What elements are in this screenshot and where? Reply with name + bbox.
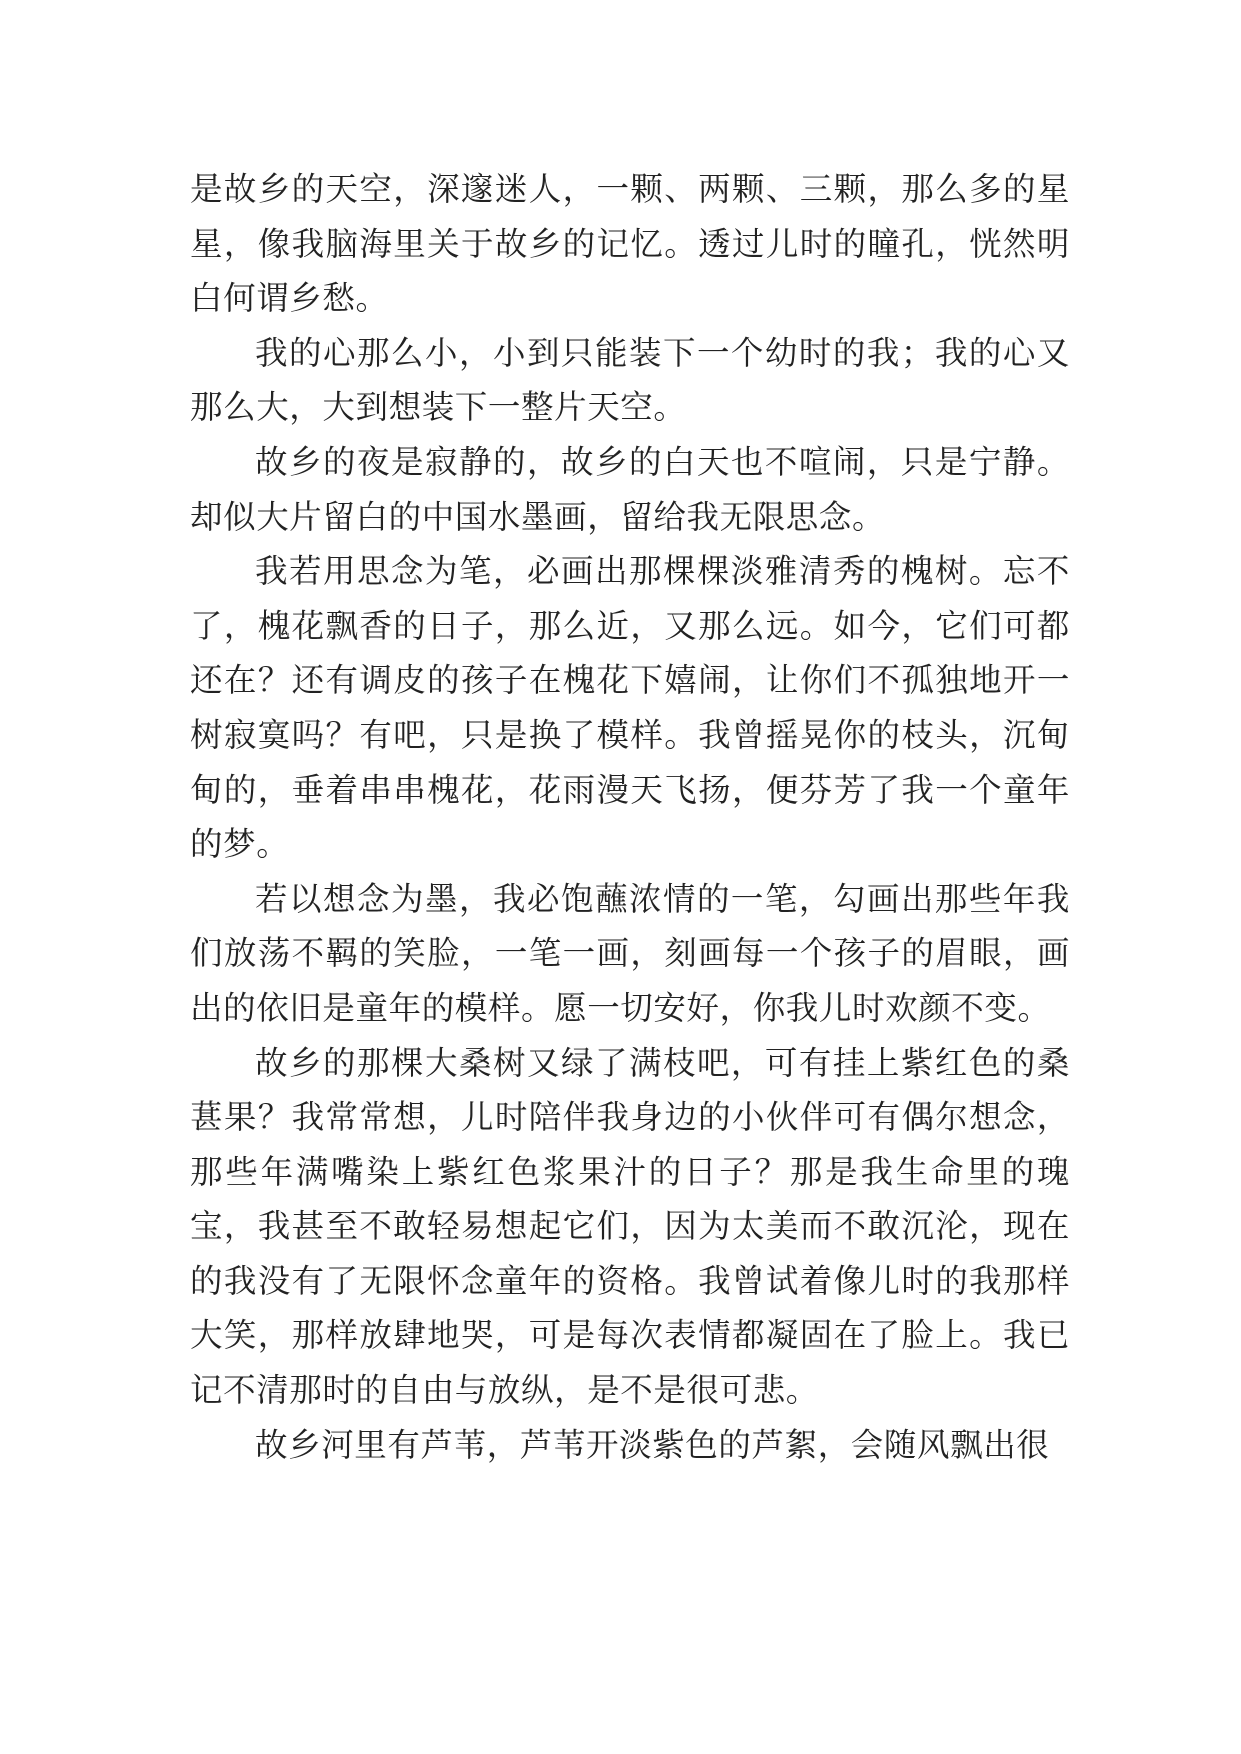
paragraph-2: 我的心那么小，小到只能装下一个幼时的我；我的心又那么大，大到想装下一整片天空。	[190, 333, 1070, 427]
paragraph-1: 是故乡的天空，深邃迷人，一颗、两颗、三颗，那么多的星星，像我脑海里关于故乡的记忆。透过儿时的瞳孔，恍然明白何谓乡愁。	[190, 170, 1070, 318]
document-body	[190, 162, 1070, 1472]
paragraph-4: 我若用思念为笔，必画出那棵棵淡雅清秀的槐树。忘不了，槐花飘香的日子，那么近，又那么远。如今，它们可都还在？还有调皮的孩子在槐花下嬉闹，让你们不孤独地开一树寂寞吗？有吧，只是换了模样。我曾摇晃你的枝头，沉甸甸的，垂着串串槐花，花雨漫天飞扬，便芬芳了我一个童年的梦。	[190, 552, 1070, 864]
paragraph-5: 若以想念为墨，我必饱蘸浓情的一笔，勾画出那些年我们放荡不羁的笑脸，一笔一画，刻画每一个孩子的眉眼，画出的依旧是童年的模样。愿一切安好，你我儿时欢颜不变。	[190, 879, 1070, 1027]
paragraph-7: 故乡河里有芦苇，芦苇开淡紫色的芦絮，会随风飘出很	[255, 1425, 1050, 1464]
paragraph-3: 故乡的夜是寂静的，故乡的白天也不喧闹，只是宁静。却似大片留白的中国水墨画，留给我无限思念。	[190, 442, 1070, 536]
paragraph-6: 故乡的那棵大桑树又绿了满枝吧，可有挂上紫红色的桑葚果？我常常想，儿时陪伴我身边的小伙伴可有偶尔想念，那些年满嘴染上紫红色浆果汁的日子？那是我生命里的瑰宝，我甚至不敢轻易想起它们，因为太美而不敢沉沦，现在的我没有了无限怀念童年的资格。我曾试着像儿时的我那样大笑，那样放肆地哭，可是每次表情都凝固在了脸上。我已记不清那时的自由与放纵，是不是很可悲。	[190, 1043, 1070, 1410]
